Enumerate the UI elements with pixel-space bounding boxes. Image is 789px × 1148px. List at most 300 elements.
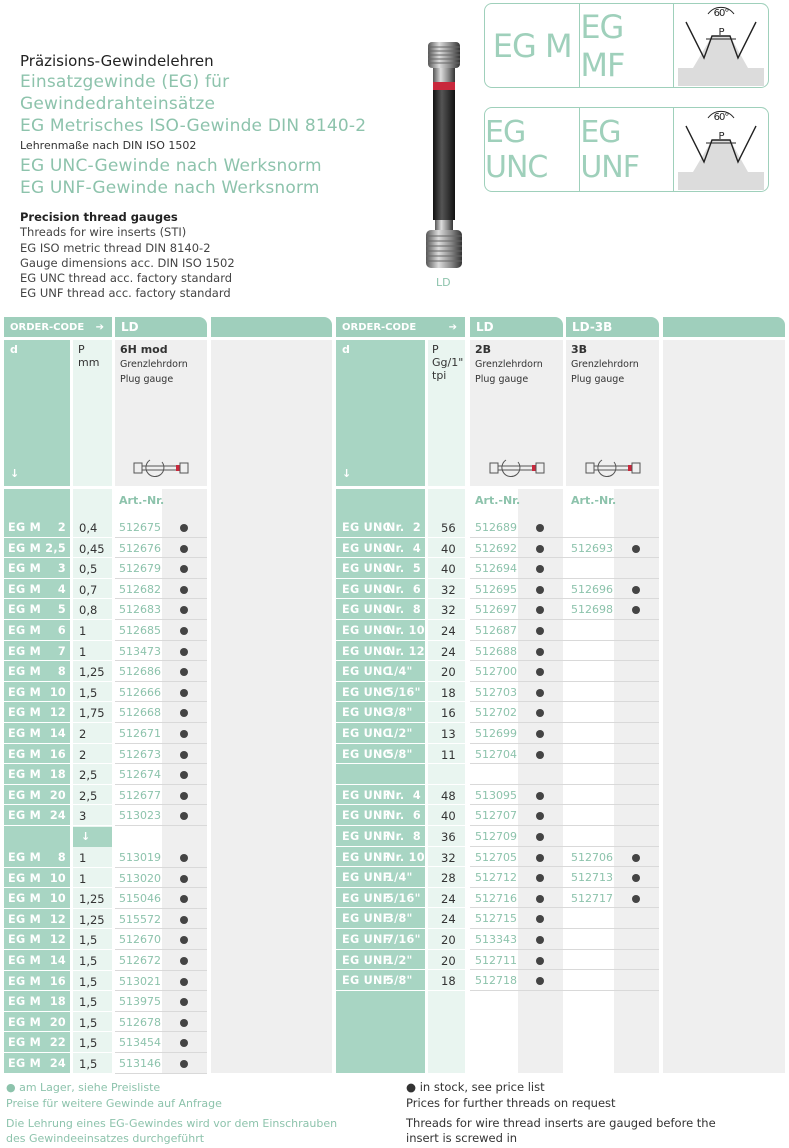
row-art-number: 512671	[119, 727, 161, 740]
row-size-label: Nr. 6	[386, 809, 421, 823]
row-tpi-value: 24	[441, 644, 456, 659]
row-size-label: 2	[57, 521, 66, 534]
row-size-label: 6	[57, 624, 66, 637]
row-art-number-2b: 512687	[475, 624, 517, 637]
in-stock-dot	[180, 586, 188, 594]
row-art-number: 513021	[119, 974, 161, 988]
row-size-label: 5/8"	[386, 747, 413, 761]
row-size-label: 24	[49, 1057, 66, 1070]
col-3b-label: 3B Grenzlehrdorn Plug gauge	[571, 343, 639, 385]
row-art-number: 512682	[119, 582, 161, 596]
row-size-label: Nr. 2	[386, 521, 421, 534]
footer-de-note2: des Gewindeeinsatzes durchgeführt	[6, 1132, 205, 1145]
row-divider	[470, 722, 659, 723]
subtitle-line-4: EG UNC-Gewinde nach Werksnorm	[20, 156, 322, 176]
row-divider	[470, 949, 659, 950]
row-type-label: EG UNC	[342, 665, 392, 679]
row-art-number-2b: 512715	[475, 912, 517, 926]
row-art-number-2b: 512712	[475, 871, 517, 885]
row-size-label: 5/16"	[386, 685, 421, 699]
row-size-label: 3/8"	[386, 912, 413, 926]
row-divider	[470, 578, 659, 579]
in-stock-dot	[536, 854, 544, 862]
row-size-label: 5/8"	[386, 974, 413, 988]
row-art-number-2b: 512688	[475, 644, 517, 658]
row-type-label: EG M	[8, 582, 42, 596]
row-tpi-value: 32	[441, 603, 456, 618]
row-tpi-value: 13	[441, 727, 456, 741]
row-size-label: 18	[49, 995, 66, 1009]
row-art-number-2b: 513095	[475, 788, 517, 802]
footer-en-stock: ● in stock, see price list	[406, 1080, 545, 1094]
row-size-label: 3	[57, 562, 66, 576]
row-size-label: Nr. 6	[386, 582, 421, 596]
row-type-label: EG UNC	[342, 582, 392, 596]
row-art-number: 515572	[119, 912, 161, 926]
in-stock-dot	[632, 545, 640, 553]
row-divider	[115, 701, 207, 702]
row-divider	[336, 784, 465, 785]
footer-en-note1: Threads for wire thread inserts are gauged before the	[406, 1116, 716, 1130]
row-type-label: EG M	[8, 562, 42, 576]
label-eg-unc: EG UNC	[485, 108, 580, 191]
row-divider	[470, 660, 659, 661]
row-art-number-2b: 512702	[475, 706, 517, 720]
english-description	[20, 210, 235, 302]
row-divider	[4, 949, 112, 950]
row-divider	[470, 557, 659, 558]
in-stock-dot	[632, 854, 640, 862]
row-divider	[336, 537, 465, 538]
row-divider	[4, 1011, 112, 1012]
plug-gauge-icon	[132, 458, 190, 478]
row-divider	[115, 928, 207, 929]
row-size-label: 18	[49, 768, 66, 782]
page-title: Präzisions-Gewindelehren	[20, 52, 214, 70]
row-pitch-value: 2	[79, 747, 87, 762]
row-tpi-value: 16	[441, 706, 456, 721]
row-pitch-value: 1,25	[79, 892, 105, 907]
row-type-label: EG M	[8, 974, 42, 988]
plug-gauge-icon	[584, 458, 642, 478]
row-divider	[470, 640, 659, 641]
row-size-label: 5	[57, 603, 66, 617]
row-art-number-3b: 512693	[571, 541, 613, 555]
in-stock-dot	[536, 751, 544, 759]
row-art-number-2b: 512699	[475, 727, 517, 740]
subtitle-line-1: Einsatzgewinde (EG) für	[20, 72, 230, 92]
row-art-number-2b: 512689	[475, 521, 517, 534]
arrow-right-icon: ➔	[95, 321, 104, 333]
row-divider	[115, 640, 207, 641]
row-tpi-value: 40	[441, 541, 456, 556]
row-type-label: EG M	[8, 665, 42, 679]
thread-box-metric	[484, 3, 769, 88]
row-art-number-3b: 512713	[571, 871, 613, 885]
row-size-label: 8	[57, 851, 66, 864]
row-size-label: 8	[57, 665, 66, 679]
row-divider	[4, 681, 112, 682]
in-stock-dot	[180, 627, 188, 635]
row-divider	[115, 557, 207, 558]
row-divider	[4, 928, 112, 929]
col-d-label: d	[10, 343, 18, 356]
row-divider	[470, 598, 659, 599]
row-size-label: 5/16"	[386, 891, 421, 905]
row-divider	[115, 578, 207, 579]
row-art-number-2b: 512697	[475, 603, 517, 617]
row-art-number: 513019	[119, 851, 161, 864]
row-size-label: 7/16"	[386, 933, 421, 946]
row-type-label: EG UNF	[342, 891, 391, 905]
row-art-number: 512668	[119, 706, 161, 720]
row-divider	[4, 804, 112, 805]
row-divider	[470, 804, 659, 805]
row-divider	[336, 866, 465, 867]
row-size-label: Nr. 8	[386, 603, 421, 617]
row-divider	[336, 681, 465, 682]
row-divider	[336, 578, 465, 579]
row-pitch-value: 2,5	[79, 768, 98, 783]
row-size-label: Nr. 10	[386, 624, 425, 637]
row-divider	[336, 557, 465, 558]
row-divider	[4, 743, 112, 744]
thread-profile-icon	[674, 4, 768, 87]
row-pitch-value: 1,5	[79, 995, 98, 1010]
row-size-label: 12	[49, 912, 66, 926]
in-stock-dot	[536, 586, 544, 594]
row-divider	[4, 537, 112, 538]
row-divider	[336, 990, 465, 991]
footer-en-prices: Prices for further threads on request	[406, 1096, 616, 1110]
row-type-label: EG M	[8, 706, 42, 720]
row-type-label: EG UNF	[342, 788, 391, 802]
row-divider	[115, 537, 207, 538]
left-ld-header: LD	[115, 317, 207, 337]
row-size-label: 1/2"	[386, 727, 413, 740]
row-art-number: 512678	[119, 1015, 161, 1029]
row-divider	[4, 970, 112, 971]
col-d-label: d	[342, 343, 350, 356]
right-ld3b-header: LD-3B	[566, 317, 659, 337]
row-art-number: 512672	[119, 954, 161, 967]
image-caption: LD	[436, 276, 451, 289]
order-code-label: ORDER-CODE	[342, 321, 417, 333]
artnr-header: Art.-Nr.	[571, 494, 617, 507]
row-type-label: EG UNF	[342, 912, 391, 926]
arrow-right-icon: ➔	[448, 321, 457, 333]
row-size-label: 22	[49, 1036, 66, 1050]
row-divider	[115, 784, 207, 785]
row-pitch-value: 1,5	[79, 685, 98, 700]
in-stock-dot	[536, 833, 544, 841]
row-pitch-value: 0,7	[79, 582, 98, 597]
row-divider	[115, 1052, 207, 1053]
row-divider	[4, 1031, 112, 1032]
row-size-label: 10	[49, 685, 66, 699]
row-divider	[115, 887, 207, 888]
row-divider	[4, 1052, 112, 1053]
right-2b-dot-column	[518, 488, 563, 1073]
col-desc-label: 6H mod Grenzlehrdorn Plug gauge	[120, 343, 188, 385]
row-art-number-2b: 512703	[475, 685, 517, 699]
row-size-label: Nr. 8	[386, 830, 421, 843]
row-divider	[4, 619, 112, 620]
row-art-number: 513975	[119, 995, 161, 1009]
row-divider	[336, 846, 465, 847]
in-stock-dot	[536, 627, 544, 635]
row-divider	[470, 619, 659, 620]
label-eg-mf: EG MF	[580, 4, 673, 87]
row-divider	[470, 681, 659, 682]
left-order-code-header	[4, 317, 112, 337]
row-divider	[336, 763, 465, 764]
row-size-label: Nr. 10	[386, 850, 425, 864]
row-tpi-value: 11	[441, 747, 456, 762]
left-header-divider	[4, 486, 207, 489]
row-divider	[470, 701, 659, 702]
row-divider	[115, 825, 207, 826]
row-size-label: 16	[49, 974, 66, 988]
in-stock-dot	[180, 957, 188, 965]
row-divider	[4, 701, 112, 702]
row-art-number-2b: 512707	[475, 809, 517, 823]
row-tpi-value: 40	[441, 562, 456, 577]
row-divider	[470, 866, 659, 867]
row-type-label: EG UNC	[342, 541, 392, 555]
row-art-number-3b: 512706	[571, 850, 613, 864]
row-divider	[115, 743, 207, 744]
row-type-label: EG UNF	[342, 871, 391, 885]
row-divider	[4, 578, 112, 579]
thread-box-unified	[484, 107, 769, 192]
row-type-label: EG M	[8, 912, 42, 926]
pitch-label: P	[718, 130, 724, 142]
thread-profile-icon	[674, 108, 768, 191]
row-type-label: EG M	[8, 1036, 42, 1050]
row-type-label: EG M	[8, 1015, 42, 1029]
down-arrow-icon: ↓	[10, 467, 20, 480]
row-type-label: EG M	[8, 871, 42, 885]
row-divider	[115, 598, 207, 599]
right-3b-dot-column	[614, 488, 659, 1073]
left-separator	[4, 827, 70, 847]
row-size-label: 24	[49, 809, 66, 823]
artnr-header: Art.-Nr.	[119, 494, 165, 507]
row-art-number: 512670	[119, 933, 161, 947]
row-type-label: EG M	[8, 892, 42, 906]
row-art-number-2b: 512709	[475, 830, 517, 843]
row-type-label: EG UNF	[342, 809, 391, 823]
row-divider	[336, 825, 465, 826]
row-divider	[470, 990, 659, 991]
row-divider	[4, 660, 112, 661]
row-pitch-value: 3	[79, 809, 87, 824]
row-type-label: EG UNC	[342, 624, 392, 637]
row-art-number-2b: 512700	[475, 665, 517, 679]
row-pitch-value: 1,25	[79, 912, 105, 927]
row-divider	[115, 804, 207, 805]
row-type-label: EG UNF	[342, 974, 391, 988]
row-divider	[4, 640, 112, 641]
col-p-label: P mm	[78, 343, 100, 369]
in-stock-dot	[536, 957, 544, 965]
row-type-label: EG UNC	[342, 644, 392, 658]
row-art-number: 513020	[119, 871, 161, 885]
row-size-label: 1/2"	[386, 953, 413, 967]
in-stock-dot	[180, 875, 188, 883]
row-art-number-2b: 512695	[475, 582, 517, 596]
row-divider	[4, 887, 112, 888]
row-art-number: 513146	[119, 1057, 161, 1070]
left-empty-column	[211, 340, 332, 1073]
col-p-label: P Gg/1" tpi	[432, 343, 464, 382]
row-divider	[336, 722, 465, 723]
down-arrow-icon: ↓	[342, 467, 352, 480]
row-size-label: Nr. 5	[386, 562, 421, 576]
row-type-label: EG M	[8, 809, 42, 823]
row-size-label: 20	[49, 788, 66, 802]
row-pitch-value: 1,5	[79, 1015, 98, 1030]
row-type-label: EG UNC	[342, 685, 392, 699]
row-divider	[115, 619, 207, 620]
row-art-number-2b: 512694	[475, 562, 517, 576]
row-art-number: 515046	[119, 892, 161, 906]
row-art-number: 512679	[119, 562, 161, 576]
row-pitch-value: 1,5	[79, 1057, 98, 1071]
row-art-number-2b: 512716	[475, 891, 517, 905]
footer-en-note2: insert is screwed in	[406, 1131, 518, 1145]
row-type-label: EG M	[8, 644, 42, 658]
row-pitch-value: 2	[79, 727, 87, 741]
row-art-number-2b: 512711	[475, 953, 517, 967]
row-divider	[4, 598, 112, 599]
row-divider	[470, 537, 659, 538]
row-art-number: 512685	[119, 624, 161, 637]
row-type-label: EG M	[8, 624, 42, 637]
row-pitch-value: 1	[79, 871, 87, 886]
row-divider	[4, 557, 112, 558]
row-type-label: EG M	[8, 933, 42, 947]
row-art-number-2b: 513343	[475, 933, 517, 946]
row-art-number: 512677	[119, 788, 161, 802]
in-stock-dot	[180, 792, 188, 800]
row-art-number-2b: 512718	[475, 974, 517, 988]
row-size-label: 1/4"	[386, 665, 413, 679]
angle-label: 60°	[713, 7, 729, 19]
row-type-label: EG M	[8, 851, 42, 864]
row-pitch-value: 0,8	[79, 603, 98, 618]
row-size-label: 4	[57, 582, 66, 596]
row-art-number: 512683	[119, 603, 161, 617]
down-arrow-icon: ↓	[73, 827, 112, 847]
row-art-number-3b: 512717	[571, 891, 613, 905]
row-type-label: EG UNC	[342, 727, 392, 740]
row-art-number: 513023	[119, 809, 161, 823]
in-stock-dot	[536, 792, 544, 800]
row-divider	[336, 598, 465, 599]
row-tpi-value: 28	[441, 871, 456, 886]
subtitle-line-3: EG Metrisches ISO-Gewinde DIN 8140-2	[20, 116, 367, 136]
row-type-label: EG UNC	[342, 747, 392, 761]
row-tpi-value: 18	[441, 685, 456, 700]
row-divider	[470, 825, 659, 826]
in-stock-dot	[180, 854, 188, 862]
footer-de-note1: Die Lehrung eines EG-Gewindes wird vor dem Einschrauben	[6, 1117, 338, 1130]
left-empty-header	[211, 317, 332, 337]
row-divider	[470, 784, 659, 785]
row-type-label: EG UNF	[342, 933, 391, 946]
en-line: Threads for wire inserts (STI)	[20, 225, 187, 240]
row-divider	[115, 1031, 207, 1032]
row-type-label: EG M	[8, 603, 42, 617]
en-line: EG UNC thread acc. factory standard	[20, 271, 233, 286]
in-stock-dot	[180, 689, 188, 697]
row-size-label: 20	[49, 1015, 66, 1029]
row-tpi-value: 36	[441, 830, 456, 844]
row-divider	[470, 846, 659, 847]
row-art-number-3b: 512698	[571, 603, 613, 617]
row-size-label: 1/4"	[386, 871, 413, 885]
order-code-label: ORDER-CODE	[10, 321, 85, 333]
row-type-label: EG UNC	[342, 521, 392, 534]
row-art-number: 512674	[119, 768, 161, 782]
row-type-label: EG M	[8, 768, 42, 782]
in-stock-dot	[180, 1019, 188, 1027]
row-divider	[4, 784, 112, 785]
row-divider	[470, 969, 659, 970]
row-art-number-2b: 512705	[475, 850, 517, 864]
row-divider	[4, 825, 112, 826]
row-art-number: 512673	[119, 747, 161, 761]
row-divider	[470, 743, 659, 744]
row-art-number-3b: 512696	[571, 582, 613, 596]
row-art-number: 512686	[119, 665, 161, 679]
label-eg-m: EG M	[485, 4, 580, 87]
row-type-label: EG M	[8, 727, 42, 740]
row-art-number: 513454	[119, 1036, 161, 1050]
row-tpi-value: 40	[441, 809, 456, 824]
row-divider	[336, 619, 465, 620]
row-type-label: EG UNC	[342, 603, 392, 617]
row-divider	[115, 1011, 207, 1012]
right-header-divider	[336, 486, 659, 489]
row-divider	[4, 867, 112, 868]
row-type-label: EG UNC	[342, 706, 392, 720]
row-divider	[336, 928, 465, 929]
row-size-label: 12	[49, 706, 66, 720]
row-pitch-value: 0,45	[79, 541, 105, 556]
row-tpi-value: 24	[441, 912, 456, 927]
right-empty-column	[663, 340, 785, 1073]
in-stock-dot	[180, 524, 188, 532]
row-size-label: 10	[49, 871, 66, 885]
en-title: Precision thread gauges	[20, 210, 178, 224]
row-pitch-value: 1,5	[79, 974, 98, 989]
row-size-label: 7	[57, 644, 66, 658]
in-stock-dot	[180, 730, 188, 738]
in-stock-dot	[536, 936, 544, 944]
row-type-label: EG UNF	[342, 850, 391, 864]
row-divider	[336, 907, 465, 908]
in-stock-dot	[180, 545, 188, 553]
en-line: EG ISO metric thread DIN 8140-2	[20, 240, 211, 255]
row-pitch-value: 0,4	[79, 521, 98, 535]
label-eg-unf: EG UNF	[580, 108, 673, 191]
row-art-number: 512676	[119, 541, 161, 555]
row-art-number: 512666	[119, 685, 161, 699]
row-type-label: EG M	[8, 954, 42, 967]
